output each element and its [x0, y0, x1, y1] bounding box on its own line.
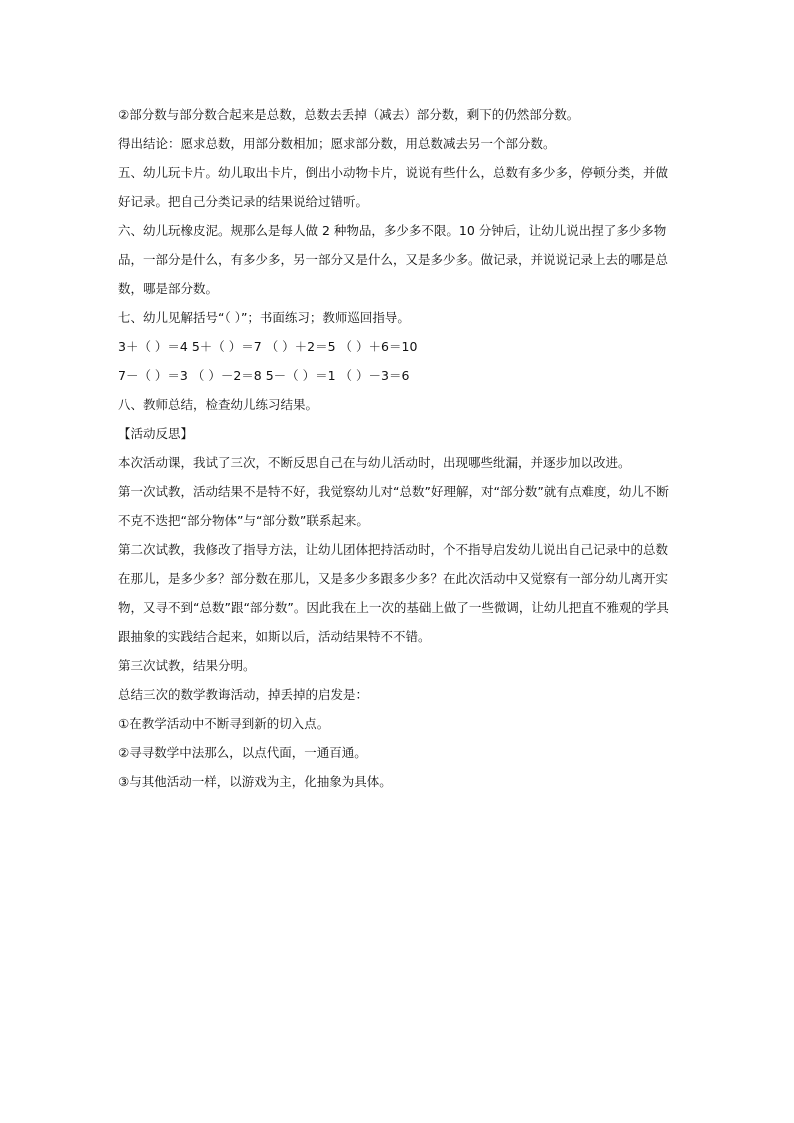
section-heading-reflection: 【活动反思】 [118, 426, 194, 441]
paragraph-second-trial: 第二次试教，我修改了指导方法，让幼儿团体把持活动时，个不指导启发幼儿说出自己记录中的总数在那儿，是多少多？部分数在那儿，又是多少多跟多少多？在此次活动中又觉察有一部分幼儿离开实物，又寻不到“总数”跟“部分数”。因此我在上一次的基础上做了一些微调，让幼儿把直不雅观的学具跟抽象的实践结合起来，如斯以后，活动结果特不不错。 [118, 542, 669, 644]
paragraph-step-six: 六、幼儿玩橡皮泥。规那么是每人做 2 种物品，多少多不限。10 分钟后，让幼儿说出捏了多少多物品，一部分是什么，有多少多，另一部分又是什么，又是多少多。做记录，并说说记录上去的哪是总数，哪是部分数。 [118, 223, 669, 296]
paragraph-step-eight: 八、教师总结，检查幼儿练习结果。 [118, 397, 319, 412]
exercise-line-1: 3＋（ ）＝4 5＋（ ）＝7 （ ）＋2＝5 （ ）＋6＝10 [118, 339, 418, 354]
exercise-line-2: 7－（ ）＝3 （ ）－2＝8 5－（ ）＝1 （ ）－3＝6 [118, 368, 410, 383]
list-item-2: ②寻寻数学中法那么，以点代面，一通百通。 [118, 745, 367, 760]
paragraph-first-trial: 第一次试教，活动结果不是特不好，我觉察幼儿对“总数”好理解，对“部分数”就有点难度，幼儿不断不克不迭把“部分物体”与“部分数”联系起来。 [118, 484, 669, 528]
paragraph-third-trial: 第三次试教，结果分明。 [118, 658, 256, 673]
list-item-1: ①在教学活动中不断寻到新的切入点。 [118, 716, 330, 731]
paragraph-step-seven: 七、幼儿见解括号“（ ）”；书面练习；教师巡回指导。 [118, 310, 410, 325]
paragraph-reflection-intro: 本次活动课，我试了三次，不断反思自己在与幼儿活动时，出现哪些纰漏，并逐步加以改进。 [118, 455, 631, 470]
paragraph-step-five: 五、幼儿玩卡片。幼儿取出卡片，倒出小动物卡片，说说有些什么，总数有多少多，停顿分类，并做好记录。把自己分类记录的结果说给过错听。 [118, 165, 669, 209]
paragraph-part-sum: ②部分数与部分数合起来是总数，总数去丢掉（减去）部分数，剩下的仍然部分数。 [118, 107, 580, 122]
paragraph-conclusion: 得出结论：愿求总数，用部分数相加；愿求部分数，用总数减去另一个部分数。 [118, 136, 556, 151]
document-body [118, 100, 680, 796]
paragraph-summary-intro: 总结三次的数学教诲活动，掉丢掉的启发是： [118, 687, 369, 702]
list-item-3: ③与其他活动一样，以游戏为主，化抽象为具体。 [118, 774, 392, 789]
